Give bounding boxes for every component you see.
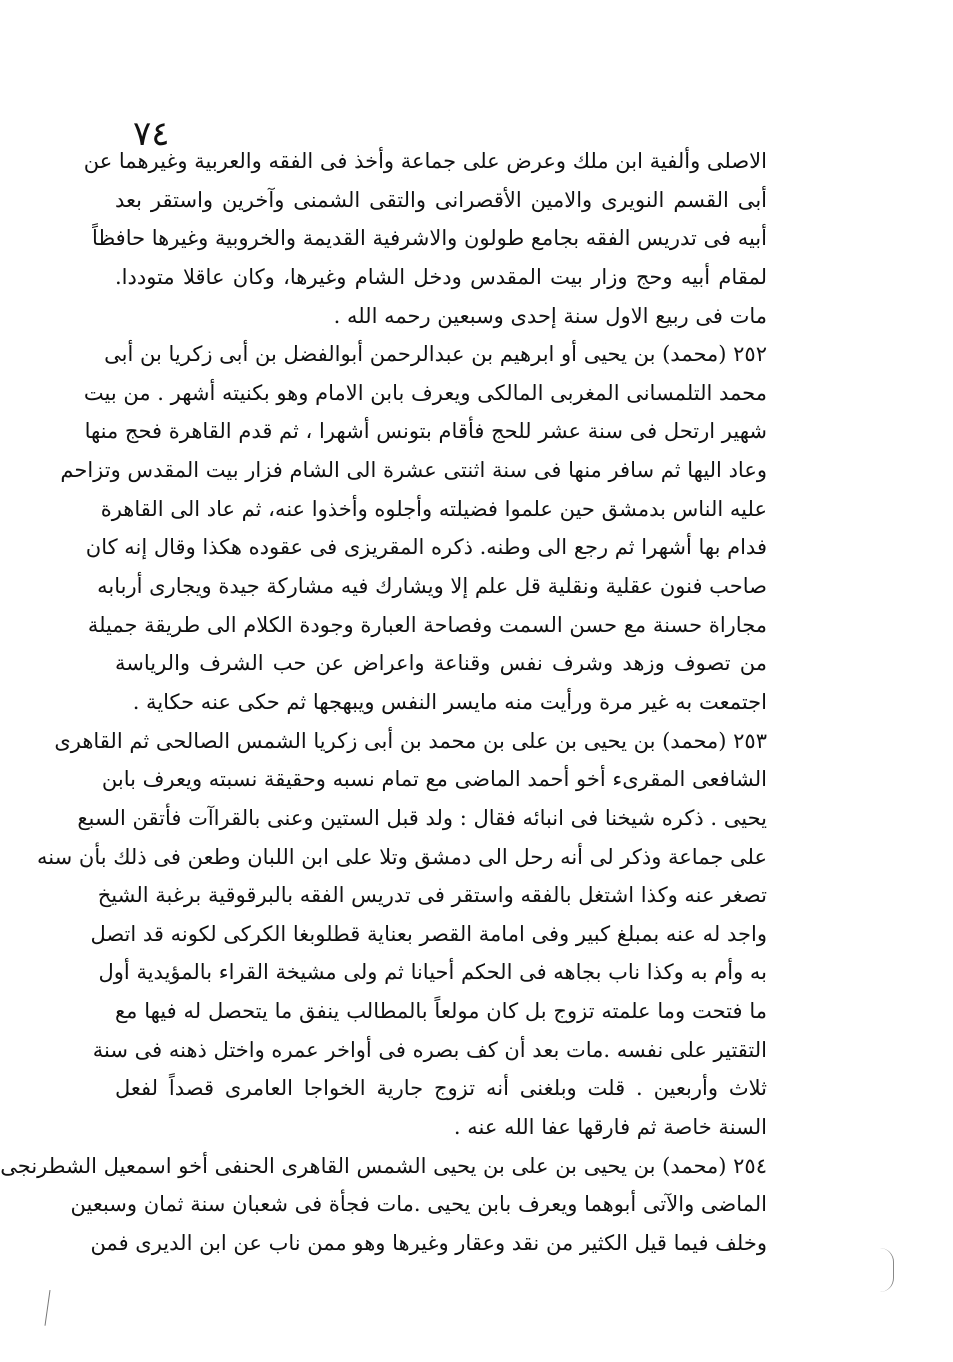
- text-line: وعاد اليها ثم سافر منها فى سنة اثنتى عشرة الى الشام فزار بيت المقدس وتزاحم: [60, 458, 767, 483]
- scan-margin-mark: [45, 1290, 53, 1326]
- text-line: ثلاث وأربعين . قلت وبلغنى أنه تزوج جارية الخواجا العامرى قصداً لفعل: [115, 1076, 767, 1101]
- text-line: مجاراة حسنة مع حسن السمت وفصاحة العبارة وجودة الكلام الى طريقة جميلة: [87, 612, 767, 637]
- entry-254-line: ٢٥٤ (محمد) بن يحيى بن على بن يحيى الشمس القاهرى الحنفى أخو اسمعيل الشطرنجى: [0, 1153, 767, 1178]
- page-number: ٧٤: [133, 114, 170, 154]
- text-line: محمد التلمسانى المغربى المالكى ويعرف بابن الامام وهو بكنيته أشهر . من بيت: [83, 380, 767, 405]
- text-line: على جماعة وذكر لى أنه رحل الى دمشق وتلا على ابن اللبان وطعن فى ذلك بأن سنه: [37, 844, 767, 869]
- text-line: أبى القسم النويرى والامين الأقصرانى والتقى الشمنى وآخرين واستقر بعد: [115, 187, 767, 212]
- text-line: مات فى ربيع الاول سنة إحدى وسبعين رحمه الله .: [333, 303, 767, 328]
- text-line: به وأم به وكذا ناب بجاهه فى الحكم أحيانا ثم ولى مشيخة القراء بالمؤيدية أول: [98, 960, 767, 985]
- entry-252-line: ٢٥٢ (محمد) بن يحيى أو ابرهيم بن عبدالرحمن أبوالفضل بن أبى زكريا بن أبى: [104, 342, 767, 367]
- text-line: صاحب فنون عقلية ونقلية قل علم إلا ويشارك فيه مشاركة جيدة ويجارى أربابه: [97, 574, 767, 599]
- text-line: شهير ارتحل فى سنة عشر للحج فأقام بتونس أشهرا ، ثم قدم القاهرة فحج منها: [84, 419, 767, 444]
- text-line: السنة خاصة ثم فارقها عفا الله عنه .: [453, 1115, 767, 1140]
- text-line: عليه الناس بدمشق حين علموا فضيلته وأجلوه وأخذوا عنه، ثم عاد الى القاهرة: [100, 496, 767, 521]
- text-line: الشافعى المقرىء أخو أحمد الماضى مع تمام نسبه وحقيقة نسبته ويعرف بابن: [101, 767, 767, 792]
- text-line: الماضى والآتى أبوهما ويعرف بابن يحيى .مات فجأة فى شعبان سنة ثمان وسبعين: [70, 1192, 767, 1217]
- text-body: [0, 142, 767, 1263]
- entry-253-line: ٢٥٣ (محمد) بن يحيى بن على بن محمد بن أبى زكريا الشمس الصالحى ثم القاهرى: [54, 728, 767, 753]
- text-line: الاصلى وألفية ابن ملك وعرض على جماعة وأخذ فى الفقه والعربية وغيرهما عن: [83, 149, 767, 173]
- text-line: يحيى . ذكره شيخنا فى انبائه فقال : ولد قبل الستين وعنى بالقراآت فأتقن السبع: [77, 805, 767, 830]
- text-line: أبيه فى تدريس الفقه بجامع طولون والاشرفية القديمة والخروبية وغيرها حافظاً: [92, 226, 767, 251]
- text-line: اجتمعت به غير مرة ورأيت منه مايسر النفس ويبهجها ثم حكى عنه حكاية .: [132, 689, 767, 714]
- text-line: تصغر عنه وكذا اشتغل بالفقه واستقر فى تدريس الفقه بالبرقوقية برغبة الشيخ: [97, 883, 767, 908]
- text-line: واجد له عنه بمبلغ كبير وفى امامة القصر بعناية قطلوبغا الكركى لكونه قد اتصل: [90, 921, 767, 946]
- text-line: التقتير على نفسه .مات بعد أن كف بصره فى أواخر عمره واختل ذهنه فى سنة: [92, 1037, 767, 1062]
- text-line: وخلف فيما قيل الكثير من نقد وعقار وغيرها وهو ممن ناب عن ابن الديرى فمن: [90, 1230, 767, 1255]
- text-line: لمقام أبيه وحج وزار بيت المقدس ودخل الشام وغيرها، وكان عاقلا متوددا.: [115, 264, 767, 289]
- text-line: من تصوف وزهد وشرف نفس وقناعة واعراض عن حب الشرف والرياسة: [115, 651, 767, 676]
- text-line: ما فتحت وما علمته تزوج بل كان مولعاً بالمطالب ينفق ما يتحصل له فيها مع: [115, 999, 767, 1024]
- scan-margin-mark: [879, 1248, 894, 1292]
- text-line: فدام بها أشهرا ثم رجع الى وطنه. ذكره المقريزى فى عقوده هكذا وقال إنه كان: [85, 535, 767, 560]
